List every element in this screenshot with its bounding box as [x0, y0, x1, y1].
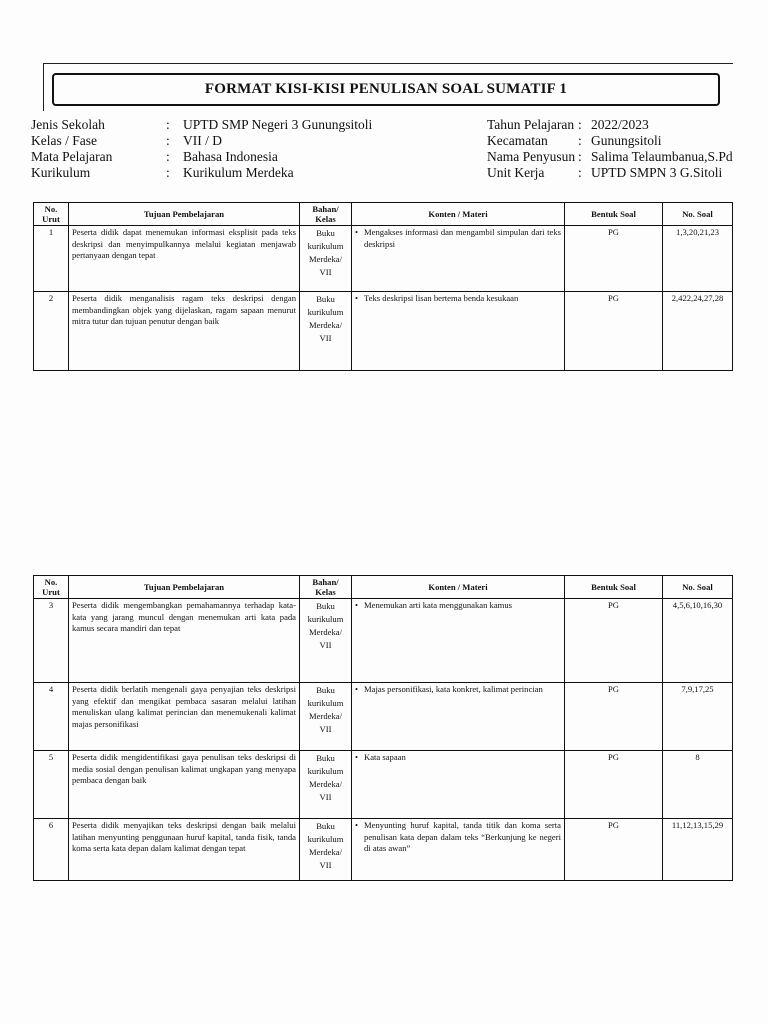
info-label: Kurikulum	[31, 165, 91, 180]
cell-konten: • Menyunting huruf kapital, tanda titik dan koma serta penulisan kata depan dalam teks “Berkunjung ke negeri di atas awan”	[352, 819, 565, 881]
cell-bahan: Buku kurikulum Merdeka/ VII	[300, 599, 352, 683]
info-colon: :	[578, 149, 582, 164]
info-label: Jenis Sekolah	[31, 117, 105, 132]
identity-block-left	[31, 117, 372, 181]
cell-bahan: Buku kurikulum Merdeka/ VII	[300, 226, 352, 292]
header-no-soal: No. Soal	[663, 576, 733, 599]
cell-bentuk: PG	[565, 819, 663, 881]
header-bentuk-soal: Bentuk Soal	[565, 203, 663, 226]
cell-bentuk: PG	[565, 292, 663, 371]
cell-nosoal: 2,422,24,27,28	[663, 292, 733, 371]
cell-nosoal: 1,3,20,21,23	[663, 226, 733, 292]
info-value: Salima Telaumbanua,S.Pd	[591, 149, 733, 164]
info-value: Gunungsitoli	[591, 133, 662, 148]
page-frame-left-line	[43, 63, 44, 111]
cell-tujuan: Peserta didik menyajikan teks deskripsi dengan baik melalui latihan menyunting penggunaan huruf kapital, tanda fisik, tanda koma serta kata depan dalam kalimat dengan tepat	[69, 819, 300, 881]
cell-konten: • Menemukan arti kata menggunakan kamus	[352, 599, 565, 683]
document-title	[52, 73, 720, 106]
cell-bentuk: PG	[565, 599, 663, 683]
cell-tujuan: Peserta didik mengidentifikasi gaya penulisan teks deskripsi di media sosial dengan penulisan kalimat ungkapan yang menyapa pembaca dengan baik	[69, 751, 300, 819]
info-row-unit-kerja	[487, 165, 733, 181]
bullet-icon: •	[355, 752, 359, 762]
header-no-urut: No. Urut	[34, 576, 69, 599]
cell-bentuk: PG	[565, 226, 663, 292]
cell-bahan: Buku kurikulum Merdeka/ VII	[300, 751, 352, 819]
cell-bahan: Buku kurikulum Merdeka/ VII	[300, 683, 352, 751]
header-no-urut: No. Urut	[34, 203, 69, 226]
cell-konten: • Teks deskripsi lisan bertema benda kesukaan	[352, 292, 565, 371]
table-row	[34, 226, 733, 292]
info-value: VII / D	[183, 133, 222, 148]
header-tujuan: Tujuan Pembelajaran	[69, 576, 300, 599]
cell-nosoal: 7,9,17,25	[663, 683, 733, 751]
info-label: Tahun Pelajaran	[487, 117, 575, 132]
table-row	[34, 819, 733, 881]
cell-bahan: Buku kurikulum Merdeka/ VII	[300, 292, 352, 371]
info-colon: :	[166, 165, 170, 180]
table-header-row	[34, 576, 733, 599]
info-colon: :	[166, 117, 170, 132]
kisi-table-1	[33, 202, 733, 371]
info-row-kecamatan	[487, 133, 733, 149]
cell-bahan: Buku kurikulum Merdeka/ VII	[300, 819, 352, 881]
table-row	[34, 683, 733, 751]
cell-nosoal: 8	[663, 751, 733, 819]
document-title-text: FORMAT KISI-KISI PENULISAN SOAL SUMATIF 1	[204, 81, 568, 97]
identity-block-right	[487, 117, 733, 181]
cell-tujuan: Peserta didik mengembangkan pemahamannya terhadap kata-kata yang jarang muncul dengan menemukan arti kata pada kamus secara mandiri dan tepat	[69, 599, 300, 683]
table-header-row	[34, 203, 733, 226]
cell-nosoal: 11,12,13,15,29	[663, 819, 733, 881]
info-colon: :	[578, 133, 582, 148]
info-row-mata-pelajaran	[31, 149, 372, 165]
cell-no: 3	[34, 599, 69, 683]
kisi-table-2	[33, 575, 733, 881]
info-colon: :	[578, 165, 582, 180]
info-value: Bahasa Indonesia	[183, 149, 278, 164]
header-konten: Konten / Materi	[352, 203, 565, 226]
info-colon: :	[578, 117, 582, 132]
header-konten: Konten / Materi	[352, 576, 565, 599]
info-row-kelas-fase	[31, 133, 372, 149]
cell-tujuan: Peserta didik dapat menemukan informasi eksplisit pada teks deskripsi dan menyimpulkannya melalui kegiatan menjawab pertanyaan dengan tepat	[69, 226, 300, 292]
info-label: Mata Pelajaran	[31, 149, 113, 164]
table-row	[34, 599, 733, 683]
info-value: Kurikulum Merdeka	[183, 165, 294, 180]
info-value: UPTD SMPN 3 G.Sitoli	[591, 165, 723, 180]
cell-konten: • Majas personifikasi, kata konkret, kalimat perincian	[352, 683, 565, 751]
cell-konten: • Mengakses informasi dan mengambil simpulan dari teks deskripsi	[352, 226, 565, 292]
info-label: Kecamatan	[487, 133, 548, 148]
info-label: Nama Penyusun	[487, 149, 576, 164]
header-bahan-kelas: Bahan/ Kelas	[300, 576, 352, 599]
cell-tujuan: Peserta didik berlatih mengenali gaya penyajian teks deskripsi yang efektif dan mengikat pembaca sasaran melalui latihan menuliskan ulang kalimat perincian dan menemukenali kalimat majas personifikasi	[69, 683, 300, 751]
info-label: Kelas / Fase	[31, 133, 97, 148]
table-row	[34, 751, 733, 819]
cell-no: 5	[34, 751, 69, 819]
bullet-icon: •	[355, 293, 359, 303]
cell-nosoal: 4,5,6,10,16,30	[663, 599, 733, 683]
cell-no: 1	[34, 226, 69, 292]
info-value: UPTD SMP Negeri 3 Gunungsitoli	[183, 117, 373, 132]
info-row-kurikulum	[31, 165, 372, 181]
info-row-jenis-sekolah	[31, 117, 372, 133]
cell-no: 6	[34, 819, 69, 881]
table-row	[34, 292, 733, 371]
info-value: 2022/2023	[591, 117, 649, 132]
cell-bentuk: PG	[565, 751, 663, 819]
info-colon: :	[166, 133, 170, 148]
cell-no: 2	[34, 292, 69, 371]
bullet-icon: •	[355, 227, 359, 237]
info-row-nama-penyusun	[487, 149, 733, 165]
bullet-icon: •	[355, 600, 359, 610]
bullet-icon: •	[355, 820, 359, 830]
info-colon: :	[166, 149, 170, 164]
page-frame-top-line	[43, 63, 733, 64]
info-label: Unit Kerja	[487, 165, 545, 180]
cell-tujuan: Peserta didik menganalisis ragam teks deskripsi dengan membandingkan objek yang dijelaskan, ragam sapaan menurut mitra tutur dan tujuan penutur dengan baik	[69, 292, 300, 371]
info-row-tahun-pelajaran	[487, 117, 733, 133]
cell-bentuk: PG	[565, 683, 663, 751]
cell-konten: • Kata sapaan	[352, 751, 565, 819]
header-no-soal: No. Soal	[663, 203, 733, 226]
header-bentuk-soal: Bentuk Soal	[565, 576, 663, 599]
header-bahan-kelas: Bahan/ Kelas	[300, 203, 352, 226]
bullet-icon: •	[355, 684, 359, 694]
header-tujuan: Tujuan Pembelajaran	[69, 203, 300, 226]
cell-no: 4	[34, 683, 69, 751]
